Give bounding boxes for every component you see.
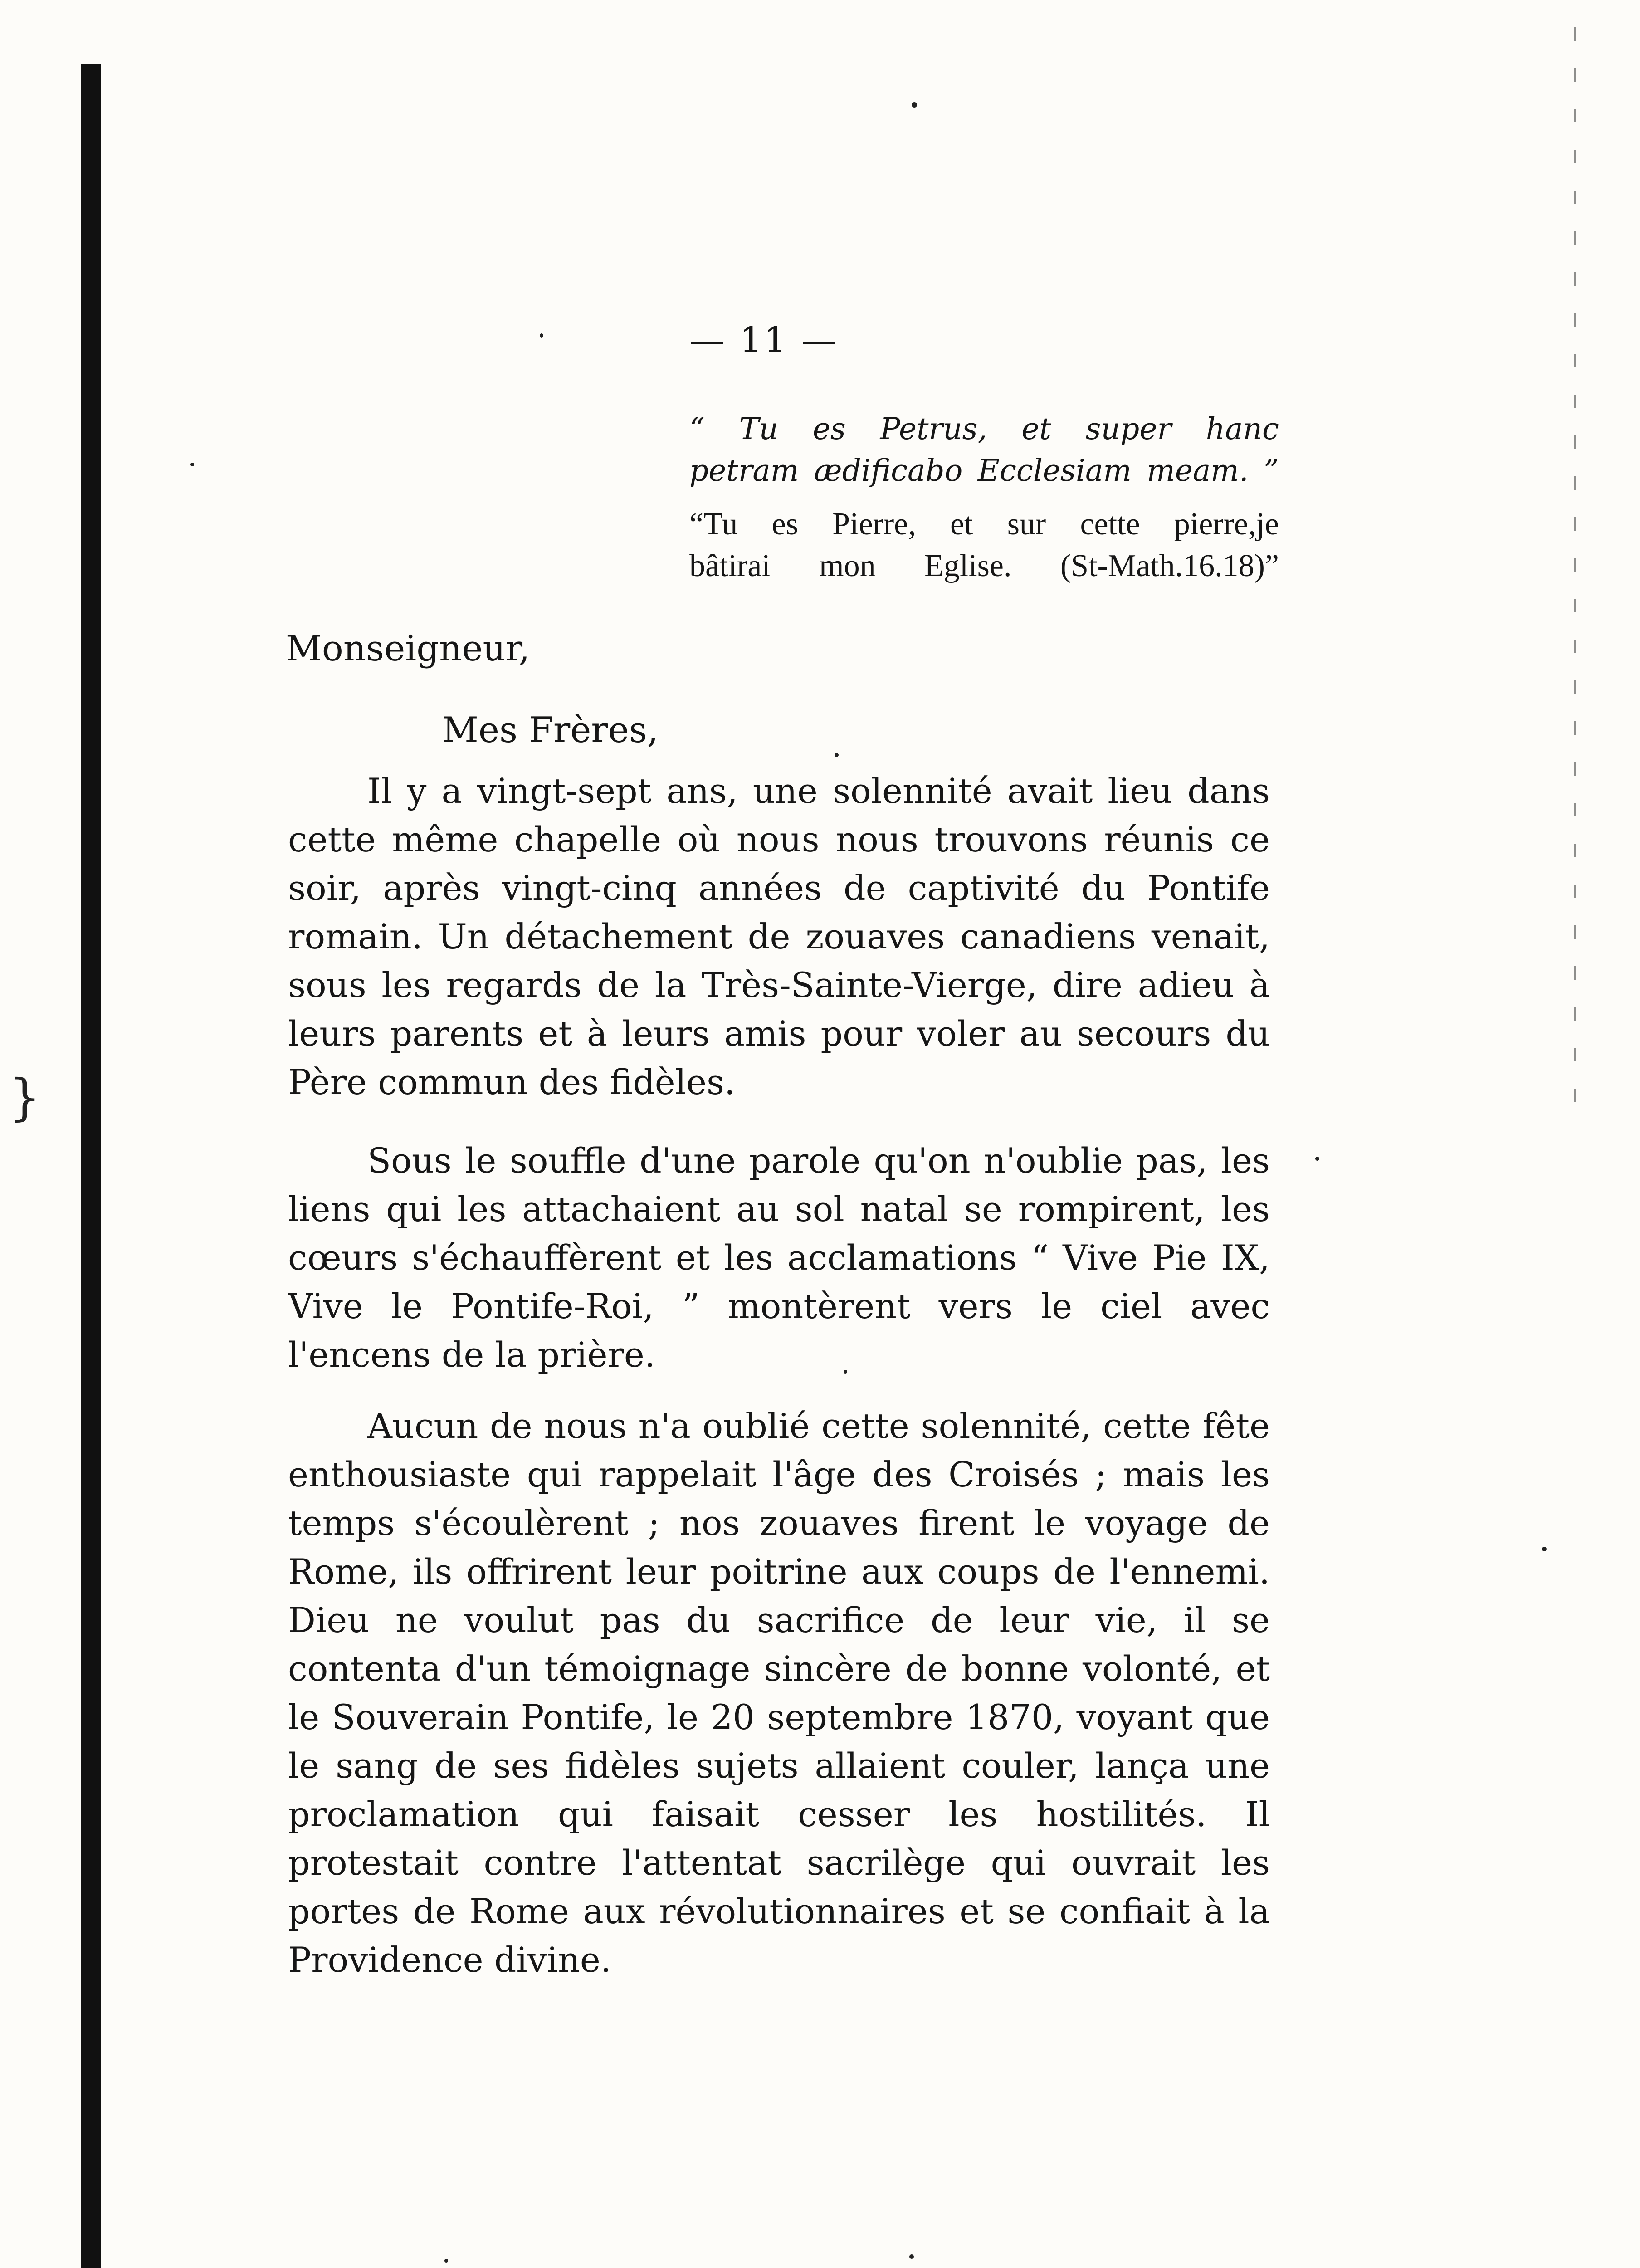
epigraph-latin-line-2: petram ædificabo Ecclesiam meam. ” — [689, 453, 1279, 488]
paragraph-1: Il y a vingt-sept ans, une solennité avait lieu dans cette même chapelle où nous nous trouvons réunis ce soir, après vingt-cinq années de captivité du Pontife romain. Un détachement de zouaves canadiens venait, sous les regards de la Très-Sainte-Vierge, dire adieu à leurs parents et à leurs amis pour voler au secours du Père commun des fidèles. — [288, 771, 1270, 1102]
epigraph-latin — [689, 408, 1279, 492]
page-number: — 11 — — [689, 320, 839, 361]
salutation-monseigneur: Monseigneur, — [286, 628, 530, 669]
epigraph-french-line-2: bâtirai mon Eglise. (St-Math.16.18)” — [689, 548, 1279, 583]
epigraph-latin-line-1: “ Tu es Petrus, et super hanc — [689, 411, 1279, 446]
page-edge-marks — [1574, 27, 1576, 1116]
binding-shadow — [81, 64, 101, 2268]
paragraph-2: Sous le souffle d'une parole qu'on n'oublie pas, les liens qui les attachaient au sol natal se rompirent, les cœurs s'échauffèrent et les acclamations “ Vive Pie IX, Vive le Pontife-Roi, ” montèrent vers le ciel avec l'encens de la prière. — [288, 1140, 1270, 1375]
epigraph-french-line-1: “Tu es Pierre, et sur cette pierre,je — [689, 507, 1279, 542]
scan-speck — [909, 2254, 914, 2259]
scan-speck — [835, 753, 839, 757]
margin-mark: } — [9, 1068, 41, 1126]
scan-speck — [190, 463, 194, 466]
epigraph-french — [689, 503, 1279, 587]
salutation-mes-freres: Mes Frères, — [442, 710, 659, 751]
scan-speck — [444, 2259, 448, 2263]
scan-speck — [540, 333, 543, 338]
scan-speck — [912, 102, 917, 108]
paragraph-3: Aucun de nous n'a oublié cette solennité, cette fête enthousiaste qui rappelait l'âge des Croisés ; mais les temps s'écoulèrent ; nos zouaves firent le voyage de Rome, ils offrirent leur poitrine aux coups de l'ennemi. Dieu ne voulut pas du sacrifice de leur vie, il se contenta d'un témoignage sincère de bonne volonté, et le Souverain Pontife, le 20 septembre 1870, voyant que le sang de ses fidèles sujets allaient couler, lança une proclamation qui faisait cesser les hostilités. Il protestait contre l'attentat sacrilège qui ouvrait les portes de Rome aux révolutionnaires et se confiait à la Providence divine. — [288, 1406, 1270, 1980]
scan-speck — [1315, 1157, 1319, 1161]
scan-speck — [1542, 1547, 1547, 1551]
